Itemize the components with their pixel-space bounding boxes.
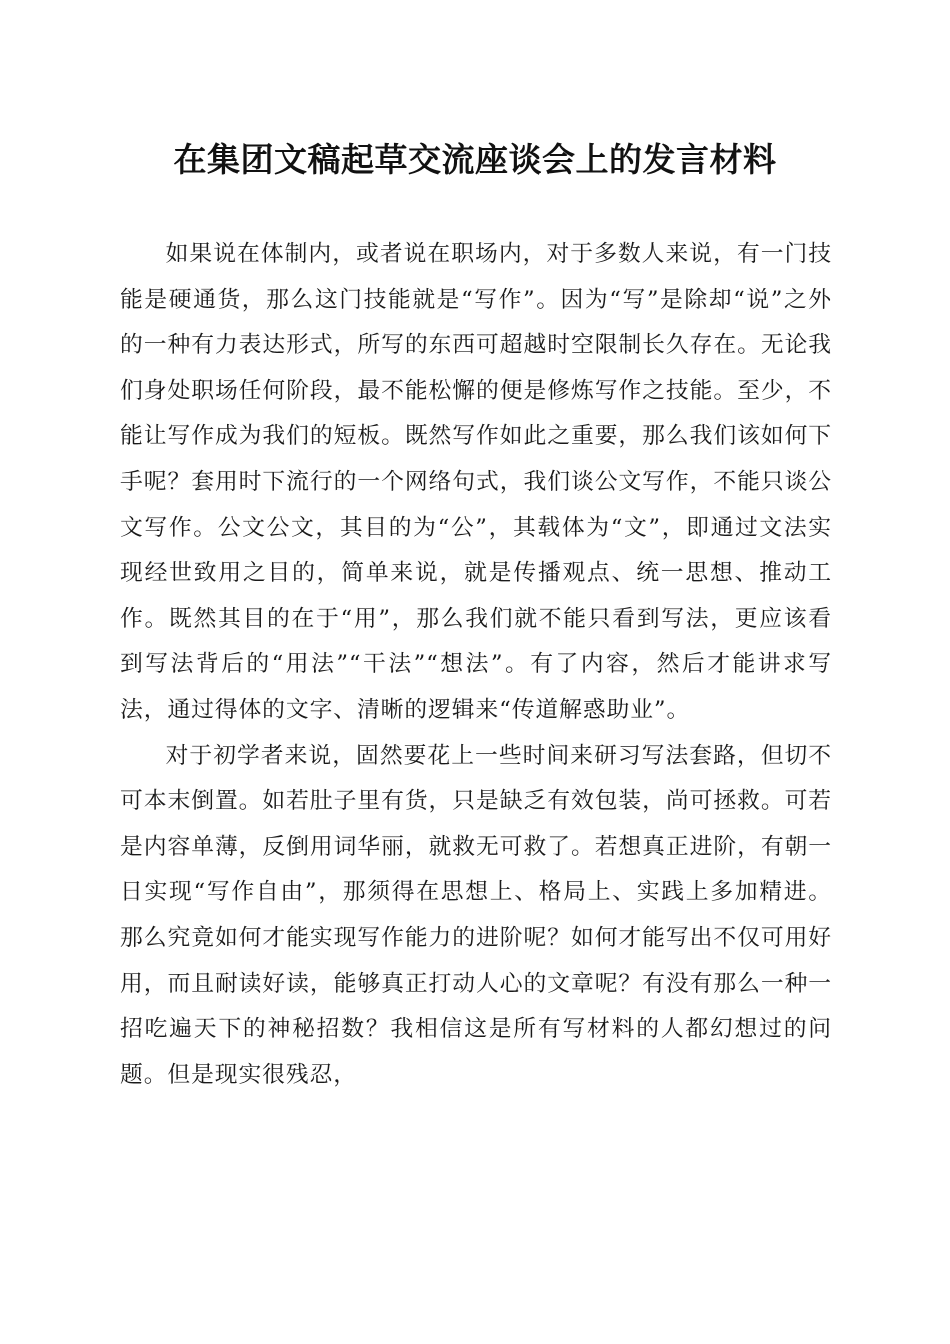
paragraph-2: 对于初学者来说，固然要花上一些时间来研习写法套路，但切不可本末倒置。如若肚子里有货，只是缺乏有效包装，尚可拯救。可若是内容单薄，反倒用词华丽，就救无可救了。若想真正进阶，有朝一日实现“写作自由”，那须得在思想上、格局上、实践上多加精进。那么究竟如何才能实现写作能力的进阶呢？如何才能写出不仅可用好用，而且耐读好读，能够真正打动人心的文章呢？有没有那么一种一招吃遍天下的神秘招数？我相信这是所有写材料的人都幻想过的问题。但是现实很残忍，: [120, 742, 832, 1088]
paragraph-1: 如果说在体制内，或者说在职场内，对于多数人来说，有一门技能是硬通货，那么这门技能就是“写作”。因为“写”是除却“说”之外的一种有力表达形式，所写的东西可超越时空限制长久存在。无论我们身处职场任何阶段，最不能松懈的便是修炼写作之技能。至少，不能让写作成为我们的短板。既然写作如此之重要，那么我们该如何下手呢？套用时下流行的一个网络句式，我们谈公文写作，不能只谈公文写作。公文公文，其目的为“公”，其载体为“文”，即通过文法实现经世致用之目的，简单来说，就是传播观点、统一思想、推动工作。既然其目的在于“用”，那么我们就不能只看到写法，更应该看到写法背后的“用法”“干法”“想法”。有了内容，然后才能讲求写法，通过得体的文字、清晰的逻辑来“传道解惑助业”。: [120, 241, 832, 723]
document-title: 在集团文稿起草交流座谈会上的发言材料: [173, 140, 777, 179]
document-body: [120, 232, 832, 1098]
